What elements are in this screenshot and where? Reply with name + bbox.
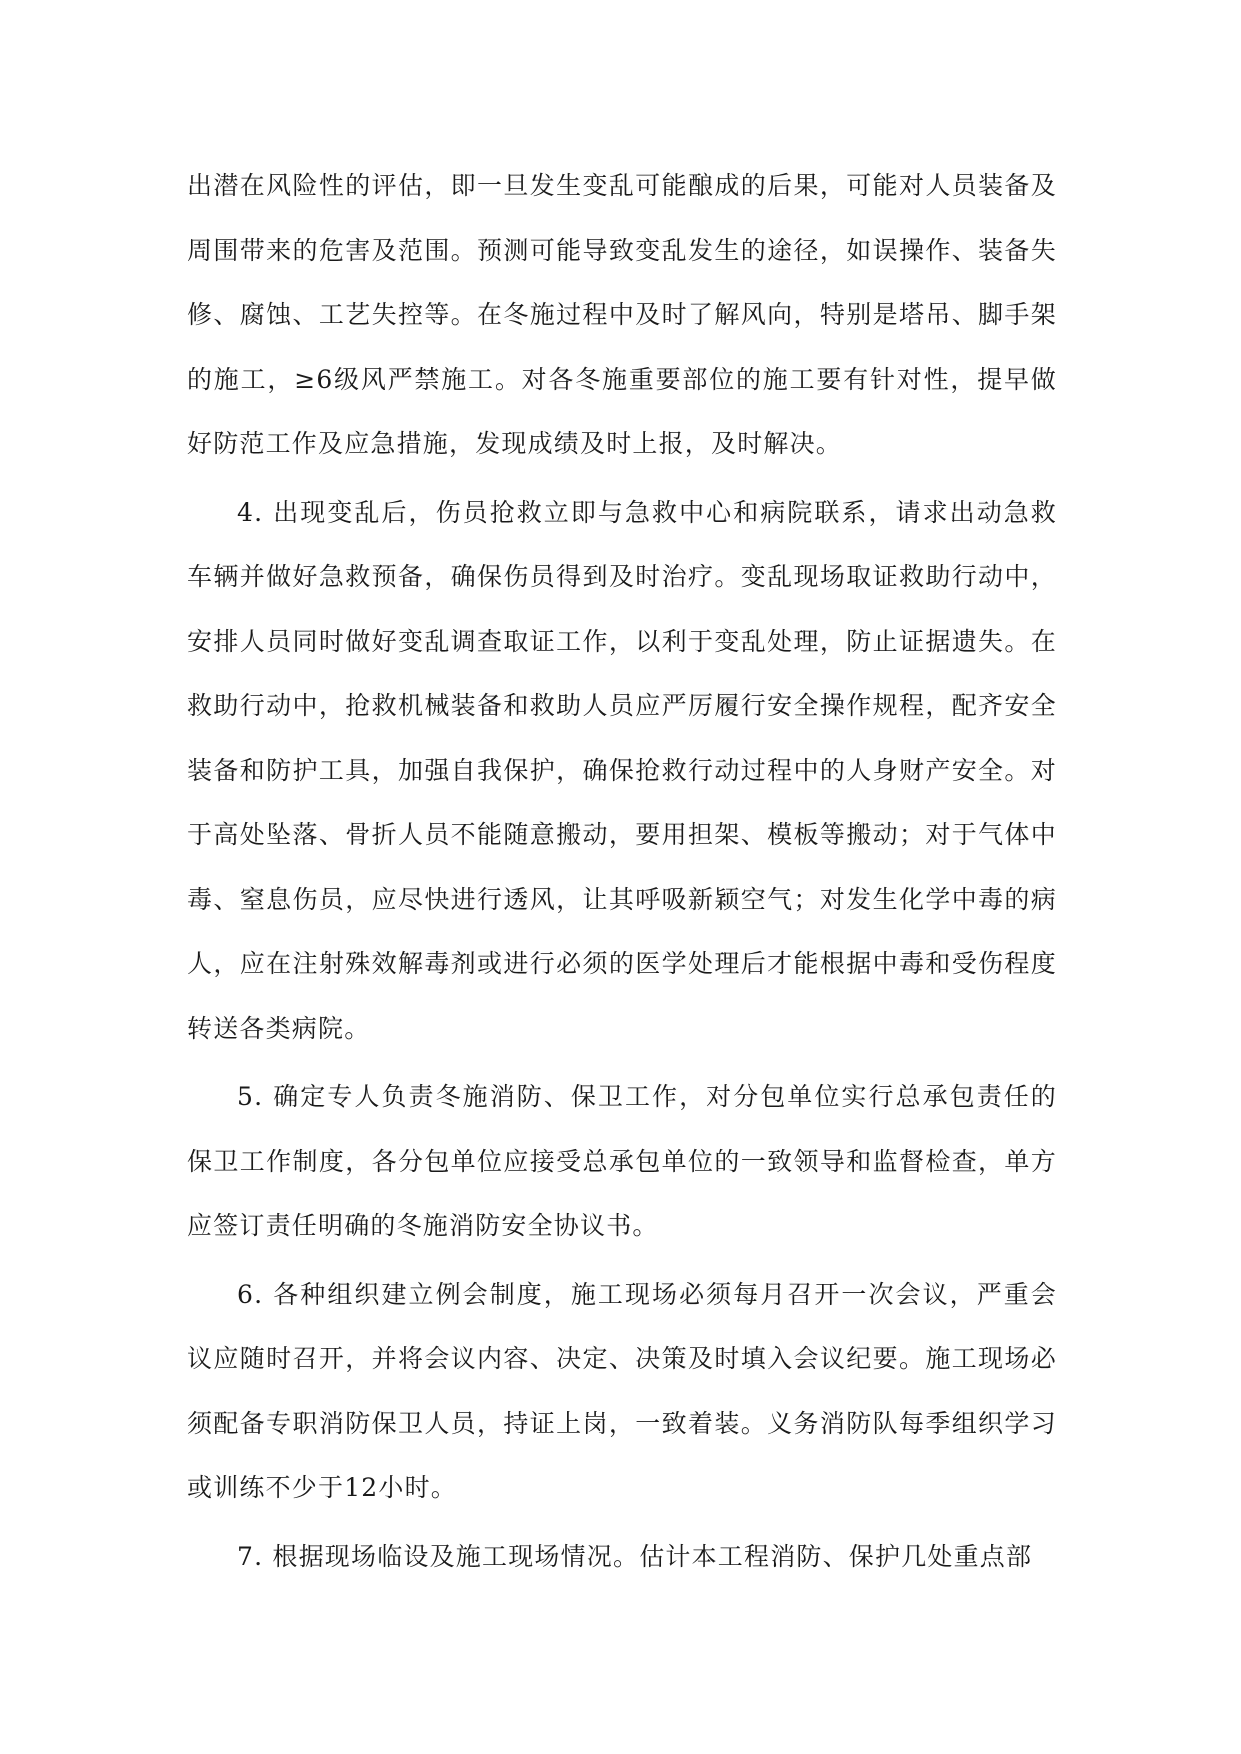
document-body [187, 154, 1057, 1593]
paragraph-item-4-rescue: 4. 出现变乱后，伤员抢救立即与急救中心和病院联系，请求出动急救车辆并做好急救预备，确保伤员得到及时治疗。变乱现场取证救助行动中，安排人员同时做好变乱调查取证工作，以利于变乱处理，防止证据遗失。在救助行动中，抢救机械装备和救助人员应严厉履行安全操作规程，配齐安全装备和防护工具，加强自我保护，确保抢救行动过程中的人身财产安全。对于高处坠落、骨折人员不能随意搬动，要用担架、模板等搬动；对于气体中毒、窒息伤员，应尽快进行透风，让其呼吸新颖空气；对发生化学中毒的病人，应在注射殊效解毒剂或进行必须的医学处理后才能根据中毒和受伤程度转送各类病院。 [187, 497, 1057, 1043]
paragraph-risk-assessment: 出潜在风险性的评估，即一旦发生变乱可能酿成的后果，可能对人员装备及周围带来的危害及范围。预测可能导致变乱发生的途径，如误操作、装备失修、腐蚀、工艺失控等。在冬施过程中及时了解风向，特别是塔吊、脚手架的施工，≥6级风严禁施工。对各冬施重要部位的施工要有针对性，提早做好防范工作及应急措施，发现成绩及时上报，及时解决。 [187, 171, 1057, 458]
paragraph-item-5-fire-security: 5. 确定专人负责冬施消防、保卫工作，对分包单位实行总承包责任的保卫工作制度，各分包单位应接受总承包单位的一致领导和监督检查，单方应签订责任明确的冬施消防安全协议书。 [187, 1082, 1057, 1240]
paragraph-item-6-meetings: 6. 各种组织建立例会制度，施工现场必须每月召开一次会议，严重会议应随时召开，并将会议内容、决定、决策及时填入会议纪要。施工现场必须配备专职消防保卫人员，持证上岗，一致着装。义务消防队每季组织学习或训练不少于12小时。 [187, 1279, 1057, 1502]
paragraph-item-7-key-areas: 7. 根据现场临设及施工现场情况。估计本工程消防、保护几处重点部 [237, 1541, 1033, 1571]
